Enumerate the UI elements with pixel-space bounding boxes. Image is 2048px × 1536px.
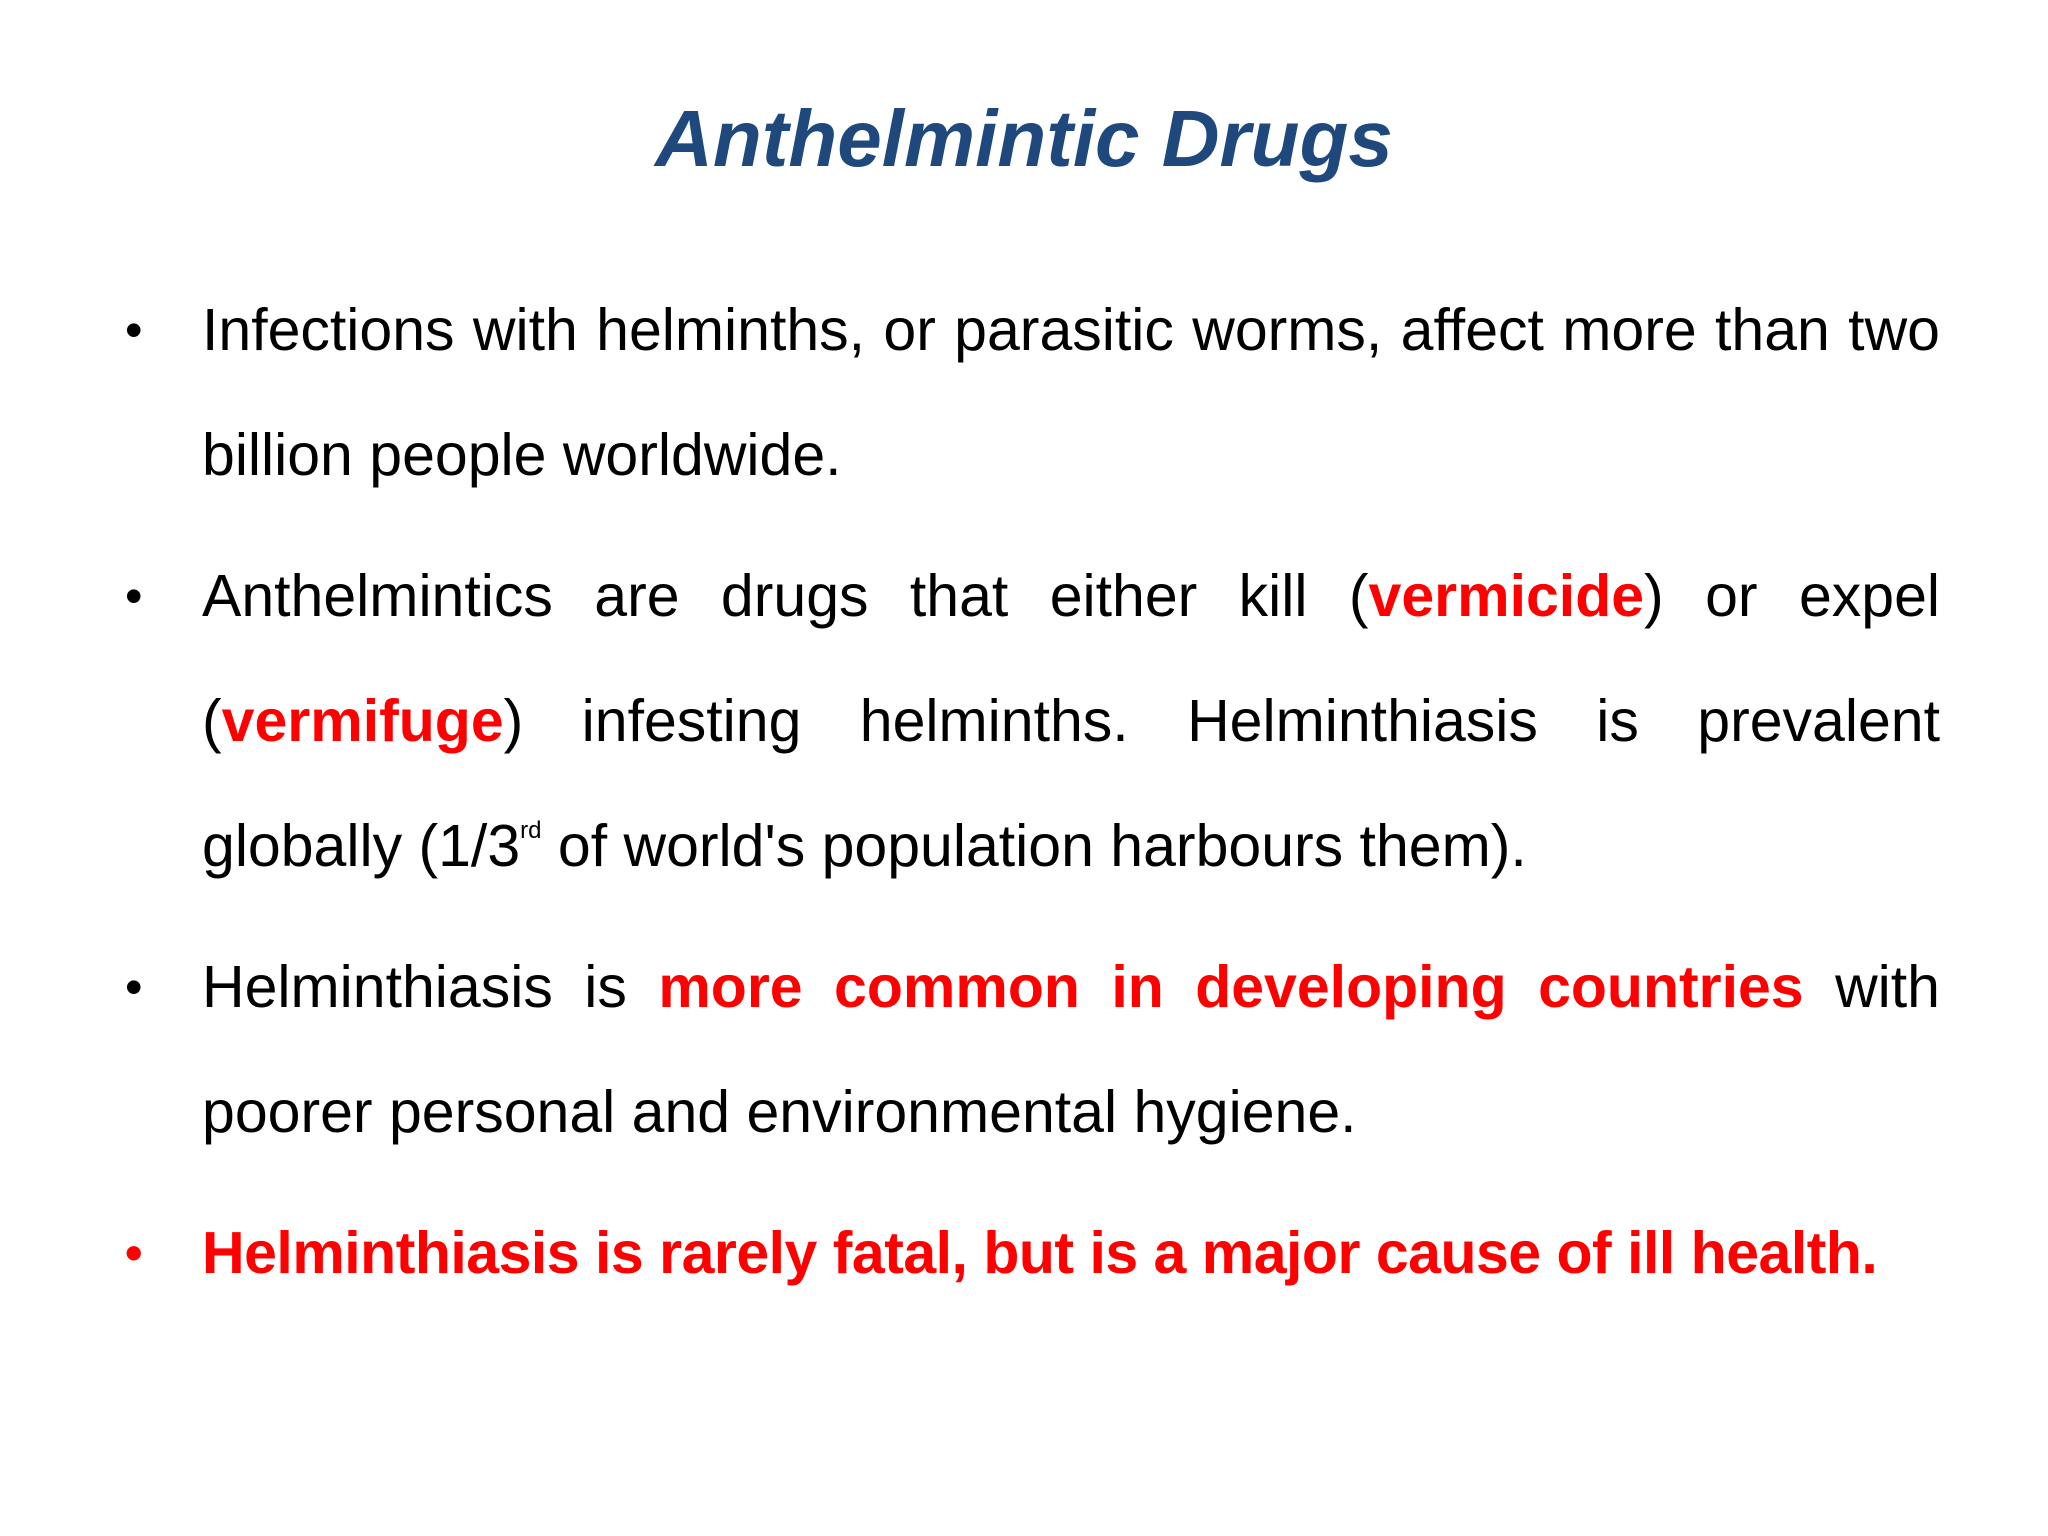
bullet-dot-icon: • [125,959,143,1015]
highlight-developing-countries: more common in developing countries [658,954,1804,1020]
highlight-vermifuge: vermifuge [221,688,504,754]
bullet-text: Anthelmintics are drugs that either kill ( [202,563,1369,629]
slide-title: Anthelmintic Drugs [655,94,1393,183]
bullet-dot-icon: • [125,302,143,358]
bullet-list [120,268,1940,1332]
bullet-dot-icon: • [125,568,143,624]
bullet-text: Helminthiasis is [202,954,659,1020]
bullet-text: Infections with helminths, or parasitic worms, affect more than two billion people worldwide. [202,297,1940,488]
bullet-text: ) infesting helminths. Helminthiasis is prevalent globally (1/3 [202,688,1940,879]
bullet-item-anthelmintics [120,534,1940,909]
bullet-item-infections [120,268,1940,518]
bullet-item-developing-countries [120,925,1940,1175]
ordinal-superscript: rd [520,817,542,844]
bullet-dot-icon: • [125,1225,143,1281]
bullet-item-rarely-fatal [120,1191,1940,1316]
bullet-text: Helminthiasis is rarely fatal, but is a major cause of ill health. [202,1220,1878,1286]
highlight-vermicide: vermicide [1368,563,1645,629]
bullet-text: with poorer personal and environmental hygiene. [202,954,1940,1145]
bullet-text: of world's population harbours them). [541,813,1527,879]
bullet-text: ) or expel ( [202,563,1940,754]
